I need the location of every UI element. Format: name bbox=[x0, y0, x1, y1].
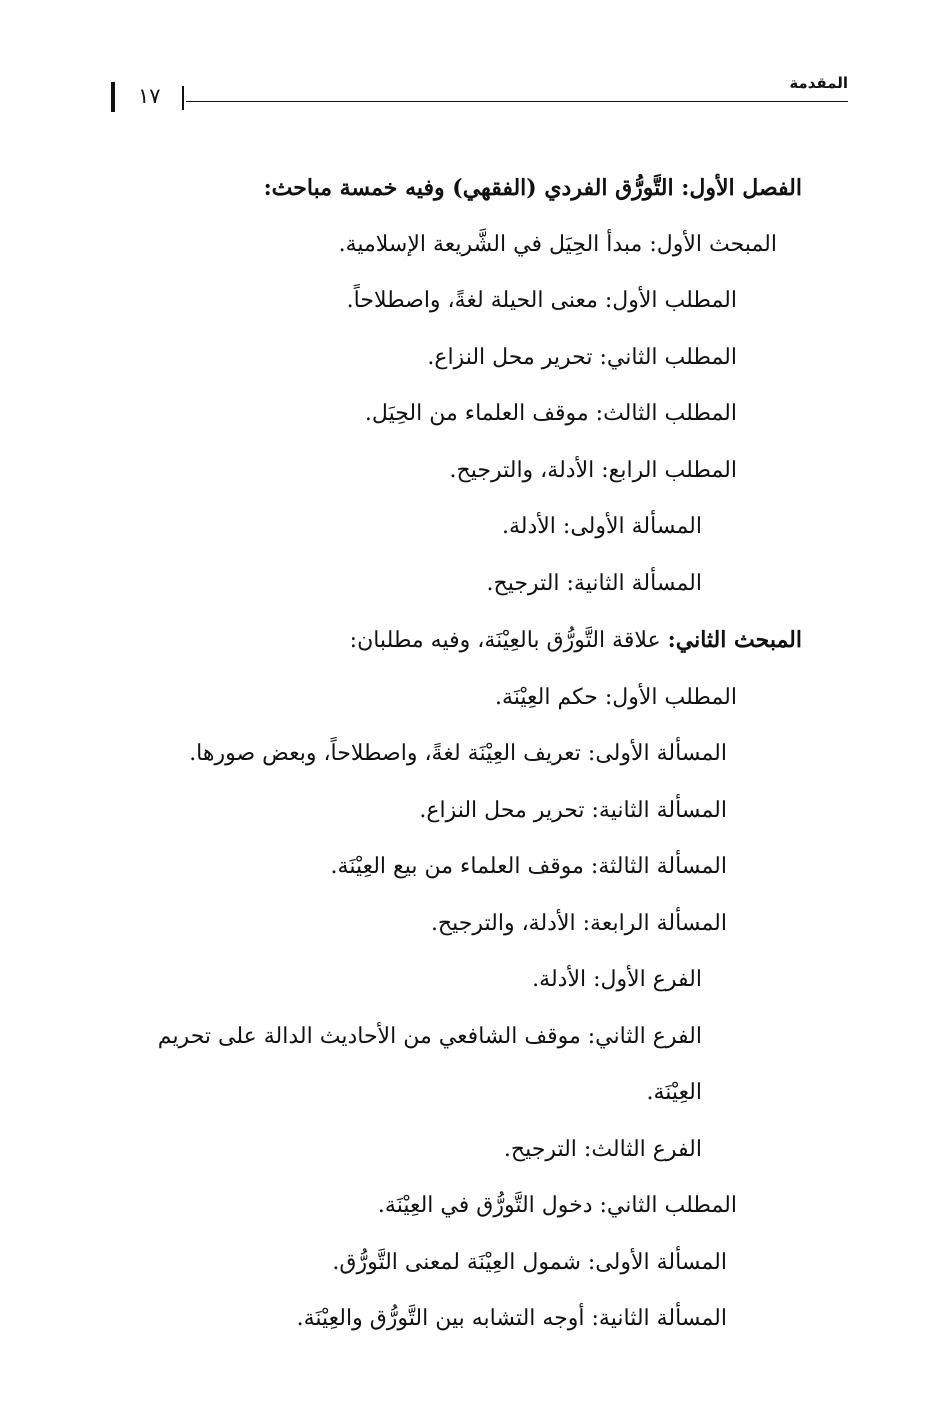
table-of-contents bbox=[100, 160, 802, 1348]
toc-line: المسألة الأولى: تعريف العِيْنَة لغةً، واصطلاحاً، وبعض صورها. bbox=[189, 741, 727, 766]
toc-line: المسألة الثالثة: موقف العلماء من بيع العِيْنَة. bbox=[330, 854, 727, 879]
toc-line: الفرع الأول: الأدلة. bbox=[532, 967, 702, 992]
toc-line: المسألة الثانية: أوجه التشابه بين التَّورُّق والعِيْنَة. bbox=[296, 1306, 727, 1331]
toc-line: المسألة الثانية: تحرير محل النزاع. bbox=[419, 797, 727, 823]
toc-line: المبحث الأول: مبدأ الحِيَل في الشَّريعة الإسلامية. bbox=[338, 231, 777, 257]
toc-line: الفرع الثاني: موقف الشافعي من الأحاديث الدالة على تحريم العِيْنَة. bbox=[157, 1023, 702, 1105]
header-rule bbox=[186, 101, 848, 102]
page-number: ١٧ bbox=[138, 84, 161, 108]
toc-line bbox=[100, 612, 802, 670]
toc-line-bold-prefix: المبحث الثاني: bbox=[667, 627, 802, 653]
toc-line: المسألة الثانية: الترجيح. bbox=[486, 570, 702, 596]
toc-line-rest: علاقة التَّورُّق بالعِيْنَة، وفيه مطلبان: bbox=[349, 628, 668, 653]
toc-line: المسألة الأولى: شمول العِيْنَة لمعنى التَّورُّق. bbox=[332, 1249, 727, 1275]
toc-line: المسألة الرابعة: الأدلة، والترجيح. bbox=[430, 910, 727, 936]
running-title: المقدمة bbox=[789, 74, 848, 92]
toc-line: الفصل الأول: التَّورُّق الفردي (الفقهي) وفيه خمسة مباحث: bbox=[263, 175, 802, 201]
toc-line: المسألة الأولى: الأدلة. bbox=[501, 514, 702, 539]
page-header bbox=[0, 0, 940, 130]
header-rule-end-tick bbox=[182, 86, 184, 110]
toc-line: الفرع الثالث: الترجيح. bbox=[503, 1136, 702, 1162]
page-number-bar bbox=[111, 82, 115, 112]
toc-line: المطلب الأول: حكم العِيْنَة. bbox=[494, 684, 737, 710]
toc-line: المطلب الثاني: تحرير محل النزاع. bbox=[427, 344, 737, 370]
toc-line: المطلب الثالث: موقف العلماء من الحِيَل. bbox=[364, 401, 737, 426]
toc-line: المطلب الرابع: الأدلة، والترجيح. bbox=[449, 457, 737, 483]
toc-line: المطلب الثاني: دخول التَّورُّق في العِيْنَة. bbox=[377, 1193, 737, 1218]
toc-line: المطلب الأول: معنى الحيلة لغةً، واصطلاحاً. bbox=[346, 288, 737, 313]
